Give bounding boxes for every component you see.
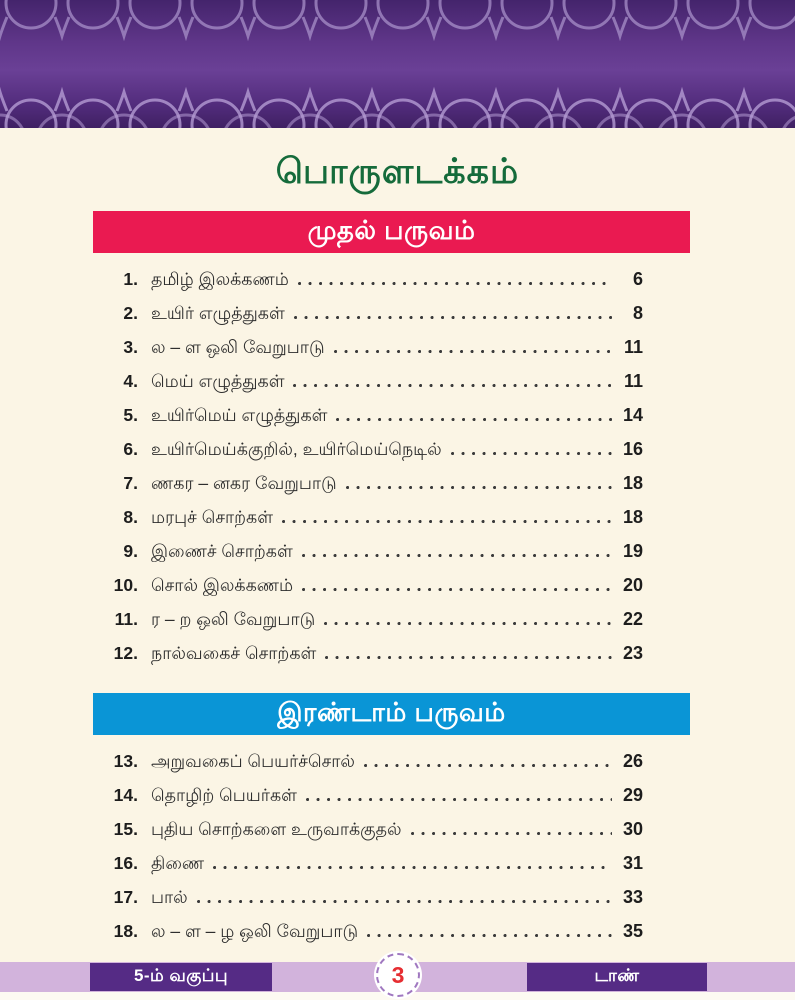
term1-section xyxy=(0,211,795,670)
toc-entry-page: 20 xyxy=(622,575,643,595)
toc-entry-page: 8 xyxy=(632,303,643,323)
dotted-leader xyxy=(302,554,612,557)
toc-entry-number: 14. xyxy=(113,785,138,805)
toc-entry-number: 2. xyxy=(123,303,138,323)
dotted-leader xyxy=(364,764,612,767)
toc-entry-number: 6. xyxy=(123,439,138,459)
page-number: 3 xyxy=(391,961,405,988)
toc-entry-number: 17. xyxy=(113,887,138,907)
dotted-leader xyxy=(298,282,612,285)
toc-entry-page: 11 xyxy=(623,337,643,357)
toc-row xyxy=(104,812,643,846)
toc-row xyxy=(104,846,643,880)
dotted-leader xyxy=(306,798,612,801)
toc-entry-page: 18 xyxy=(622,507,643,527)
toc-entry-title: நால்வகைச் சொற்கள் xyxy=(151,643,317,663)
toc-row xyxy=(104,296,643,330)
toc-entry-number: 15. xyxy=(113,819,138,839)
toc-entry-number: 10. xyxy=(113,575,138,595)
toc-entry-title: உயிர் எழுத்துகள் xyxy=(151,303,285,323)
dotted-leader xyxy=(346,486,612,489)
dotted-leader xyxy=(325,656,612,659)
toc-entry-title: சொல் இலக்கணம் xyxy=(151,575,294,595)
toc-entry-title: ல – ள – ழ ஒலி வேறுபாடு xyxy=(151,921,359,941)
toc-entry-number: 18. xyxy=(113,921,138,941)
toc-entry-title: மரபுச் சொற்கள் xyxy=(151,507,274,527)
dotted-leader xyxy=(324,622,612,625)
toc-entry-title: திணை xyxy=(151,853,205,873)
toc-row xyxy=(104,466,643,500)
toc-content-area xyxy=(0,128,795,962)
toc-entry-page: 31 xyxy=(622,853,643,873)
dotted-leader xyxy=(334,350,612,353)
footer-publisher-label: டாண் xyxy=(527,963,707,991)
toc-entry-page: 22 xyxy=(622,609,643,629)
page-title: பொருளடக்கம் xyxy=(275,152,520,191)
toc-entry-page: 29 xyxy=(622,785,643,805)
dotted-leader xyxy=(293,384,612,387)
dotted-leader xyxy=(336,418,612,421)
toc-entry-title: பால் xyxy=(151,887,188,907)
toc-row xyxy=(104,602,643,636)
toc-entry-title: மெய் எழுத்துகள் xyxy=(151,371,285,391)
toc-row xyxy=(104,568,643,602)
toc-entry-page: 18 xyxy=(622,473,643,493)
toc-row xyxy=(104,262,643,296)
footer-class-label: 5-ம் வகுப்பு xyxy=(90,963,272,991)
toc-entry-title: உயிர்மெய்க்குறில், உயிர்மெய்நெடில் xyxy=(151,439,442,459)
term2-section xyxy=(0,693,795,948)
toc-row xyxy=(104,364,643,398)
toc-entry-page: 26 xyxy=(622,751,643,771)
toc-row xyxy=(104,636,643,670)
toc-row xyxy=(104,398,643,432)
toc-row xyxy=(104,914,643,948)
toc-entry-page: 30 xyxy=(622,819,643,839)
toc-entry-page: 16 xyxy=(622,439,643,459)
dotted-leader xyxy=(367,934,612,937)
dotted-leader xyxy=(213,866,612,869)
toc-entry-number: 9. xyxy=(123,541,138,561)
dotted-leader xyxy=(451,452,612,455)
term2-heading-banner: இரண்டாம் பருவம் xyxy=(93,693,690,735)
term2-toc-list xyxy=(104,744,643,948)
toc-entry-number: 13. xyxy=(113,751,138,771)
toc-row xyxy=(104,432,643,466)
toc-entry-page: 14 xyxy=(622,405,643,425)
page-number-badge xyxy=(374,951,422,999)
toc-entry-number: 3. xyxy=(123,337,138,357)
toc-entry-page: 35 xyxy=(622,921,643,941)
decorative-header-banner xyxy=(0,0,795,128)
toc-entry-title: உயிர்மெய் எழுத்துகள் xyxy=(151,405,328,425)
toc-entry-number: 8. xyxy=(123,507,138,527)
dotted-leader xyxy=(302,588,612,591)
toc-entry-number: 12. xyxy=(113,643,138,663)
dotted-leader xyxy=(294,316,612,319)
dotted-leader xyxy=(411,832,612,835)
toc-entry-page: 23 xyxy=(622,643,643,663)
toc-entry-title: புதிய சொற்களை உருவாக்குதல் xyxy=(151,819,402,839)
toc-entry-number: 16. xyxy=(113,853,138,873)
toc-entry-title: இணைச் சொற்கள் xyxy=(151,541,293,561)
toc-entry-title: ர – ற ஒலி வேறுபாடு xyxy=(151,609,316,629)
toc-entry-title: தமிழ் இலக்கணம் xyxy=(151,269,289,289)
term1-heading-banner: முதல் பருவம் xyxy=(93,211,690,253)
toc-entry-page: 11 xyxy=(623,371,643,391)
toc-row xyxy=(104,330,643,364)
toc-row xyxy=(104,744,643,778)
dotted-leader xyxy=(282,520,612,523)
toc-entry-number: 4. xyxy=(123,371,138,391)
toc-row xyxy=(104,500,643,534)
toc-entry-number: 7. xyxy=(123,473,138,493)
toc-entry-page: 19 xyxy=(622,541,643,561)
toc-row xyxy=(104,534,643,568)
toc-entry-page: 6 xyxy=(632,269,643,289)
toc-row xyxy=(104,880,643,914)
toc-entry-page: 33 xyxy=(622,887,643,907)
toc-entry-title: ணகர – னகர வேறுபாடு xyxy=(151,473,337,493)
toc-entry-number: 1. xyxy=(123,269,138,289)
toc-row xyxy=(104,778,643,812)
toc-entry-title: தொழிற் பெயர்கள் xyxy=(151,785,297,805)
toc-entry-number: 5. xyxy=(123,405,138,425)
toc-entry-title: அறுவகைப் பெயர்ச்சொல் xyxy=(151,751,355,771)
toc-entry-number: 11. xyxy=(114,609,138,629)
term1-toc-list xyxy=(104,262,643,670)
toc-entry-title: ல – ள ஒலி வேறுபாடு xyxy=(151,337,325,357)
dotted-leader xyxy=(197,900,612,903)
